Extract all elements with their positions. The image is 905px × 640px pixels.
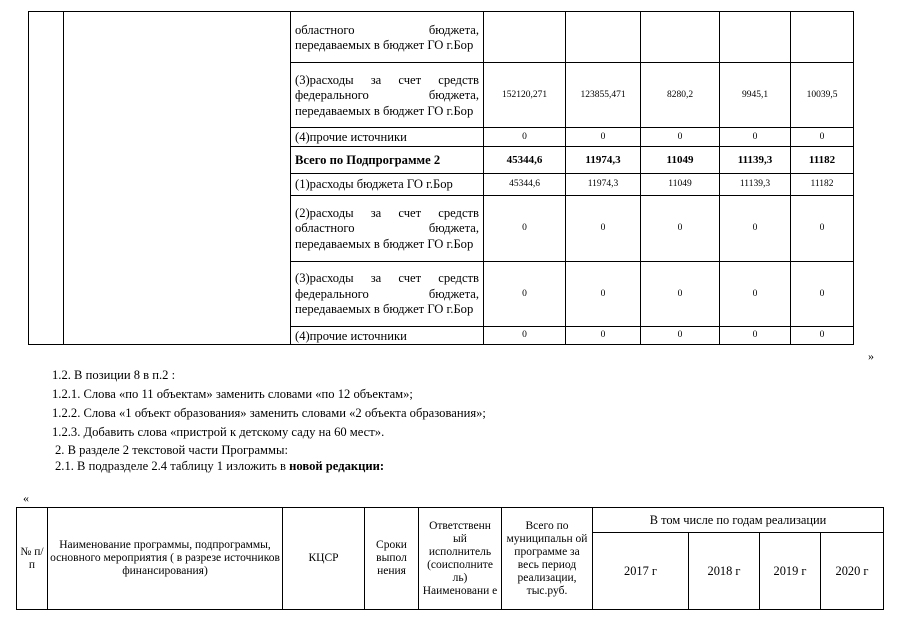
value-cell: 0 bbox=[720, 326, 791, 345]
program-table-header bbox=[16, 507, 884, 610]
value-cell bbox=[484, 12, 566, 63]
value-cell: 0 bbox=[720, 261, 791, 326]
value-cell: 0 bbox=[566, 128, 641, 147]
value-cell bbox=[791, 12, 854, 63]
value-cell: 11974,3 bbox=[566, 146, 641, 173]
value-cell: 11139,3 bbox=[720, 173, 791, 195]
table2-header-body bbox=[17, 508, 884, 610]
paragraph-2-1-bold: новой редакции: bbox=[289, 459, 385, 473]
value-cell: 0 bbox=[720, 128, 791, 147]
source-cell: (4)прочие источники bbox=[291, 128, 484, 147]
value-cell: 0 bbox=[566, 326, 641, 345]
source-cell: Всего по Подпрограмме 2 bbox=[291, 146, 484, 173]
source-cell: областного бюджета, передаваемых в бюджет ГО г.Бор bbox=[291, 12, 484, 63]
header-program-name: Наименование программы, подпрограммы, основного мероприятия ( в разрезе источников финансирования) bbox=[48, 508, 283, 610]
table1-body bbox=[29, 12, 854, 345]
table-row bbox=[29, 12, 854, 63]
value-cell: 0 bbox=[484, 261, 566, 326]
value-cell: 0 bbox=[566, 195, 641, 261]
source-cell: (3)расходы за счет средств федерального бюджета, передаваемых в бюджет ГО г.Бор bbox=[291, 63, 484, 128]
paragraph-1-2-3: 1.2.3. Добавить слова «пристрой к детскому саду на 60 мест». bbox=[52, 425, 385, 439]
header-year: 2019 г bbox=[760, 533, 821, 610]
value-cell bbox=[720, 12, 791, 63]
value-cell: 11049 bbox=[641, 173, 720, 195]
paragraph-2: 2. В разделе 2 текстовой части Программы: bbox=[55, 443, 288, 457]
value-cell: 0 bbox=[791, 128, 854, 147]
value-cell: 0 bbox=[566, 261, 641, 326]
value-cell: 11182 bbox=[791, 173, 854, 195]
value-cell bbox=[566, 12, 641, 63]
header-executor: Ответственн ый исполнитель (соисполните ль) Наименовани е bbox=[419, 508, 502, 610]
value-cell: 11182 bbox=[791, 146, 854, 173]
opening-quote: « bbox=[23, 491, 29, 505]
source-cell: (3)расходы за счет средств федерального бюджета, передаваемых в бюджет ГО г.Бор bbox=[291, 261, 484, 326]
value-cell: 0 bbox=[641, 261, 720, 326]
source-cell: (2)расходы за счет средств областного бюджета, передаваемых в бюджет ГО г.Бор bbox=[291, 195, 484, 261]
program-name-cell bbox=[64, 12, 291, 345]
value-cell: 0 bbox=[791, 195, 854, 261]
header-year: 2020 г bbox=[821, 533, 884, 610]
paragraph-1-2: 1.2. В позиции 8 в п.2 : bbox=[52, 368, 176, 382]
source-cell: (4)прочие источники bbox=[291, 326, 484, 345]
value-cell bbox=[641, 12, 720, 63]
value-cell: 11139,3 bbox=[720, 146, 791, 173]
value-cell: 0 bbox=[484, 326, 566, 345]
value-cell: 45344,6 bbox=[484, 173, 566, 195]
paragraph-1-2-1: 1.2.1. Слова «по 11 объектам» заменить словами «по 12 объектам»; bbox=[52, 387, 413, 401]
value-cell: 9945,1 bbox=[720, 63, 791, 128]
value-cell: 0 bbox=[791, 326, 854, 345]
header-total: Всего по муниципальн ой программе за весь период реализации, тыс.руб. bbox=[502, 508, 593, 610]
value-cell: 0 bbox=[641, 195, 720, 261]
paragraph-2-1-text: 2.1. В подразделе 2.4 таблицу 1 изложить в bbox=[55, 459, 290, 473]
value-cell: 10039,5 bbox=[791, 63, 854, 128]
value-cell: 0 bbox=[641, 326, 720, 345]
header-terms: Сроки выпол нения bbox=[365, 508, 419, 610]
header-row bbox=[17, 508, 884, 533]
header-kcsr: КЦСР bbox=[283, 508, 365, 610]
value-cell: 0 bbox=[641, 128, 720, 147]
value-cell: 0 bbox=[791, 261, 854, 326]
number-cell bbox=[29, 12, 64, 345]
value-cell: 8280,2 bbox=[641, 63, 720, 128]
value-cell: 11049 bbox=[641, 146, 720, 173]
value-cell: 152120,271 bbox=[484, 63, 566, 128]
header-years-group: В том числе по годам реализации bbox=[593, 508, 884, 533]
value-cell: 0 bbox=[484, 128, 566, 147]
header-number: № п/п bbox=[17, 508, 48, 610]
value-cell: 0 bbox=[484, 195, 566, 261]
paragraph-2-1 bbox=[55, 458, 384, 474]
value-cell: 45344,6 bbox=[484, 146, 566, 173]
header-year: 2017 г bbox=[593, 533, 689, 610]
paragraph-1-2-2: 1.2.2. Слова «1 объект образования» заменить словами «2 объекта образования»; bbox=[52, 406, 486, 420]
closing-quote: » bbox=[868, 349, 874, 363]
value-cell: 123855,471 bbox=[566, 63, 641, 128]
header-year: 2018 г bbox=[689, 533, 760, 610]
source-cell: (1)расходы бюджета ГО г.Бор bbox=[291, 173, 484, 195]
value-cell: 11974,3 bbox=[566, 173, 641, 195]
finance-table-continuation bbox=[28, 11, 854, 345]
value-cell: 0 bbox=[720, 195, 791, 261]
